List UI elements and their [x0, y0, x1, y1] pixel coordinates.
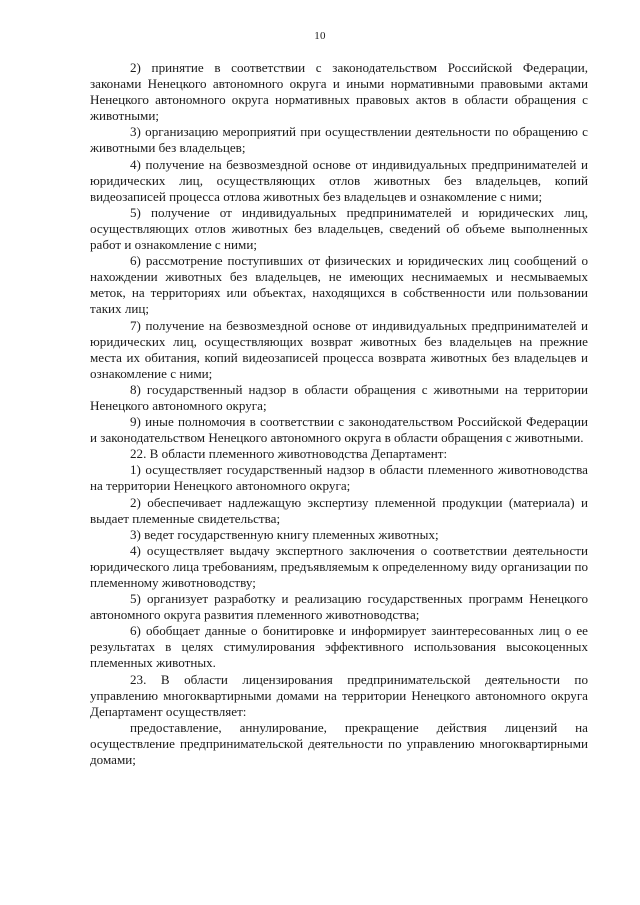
paragraph: 6) обобщает данные о бонитировке и информирует заинтересованных лиц о ее результатах в целях стимулирования эффективного использования высокоценных племенных животных. — [90, 623, 588, 671]
paragraph: 4) получение на безвозмездной основе от индивидуальных предпринимателей и юридических лиц, осуществляющих отлов животных без владельцев, копий видеозаписей процесса отлова животных без владельцев и ознакомление с ними; — [90, 156, 588, 204]
page-number: 10 — [314, 30, 326, 42]
section-heading-23: 23. В области лицензирования предпринимательской деятельности по управлению многоквартирными домами на территории Ненецкого автономного округа Департамент осуществляет: — [90, 671, 588, 719]
paragraph: 3) ведет государственную книгу племенных животных; — [130, 526, 439, 542]
paragraph: 6) рассмотрение поступивших от физических и юридических лиц сообщений о нахождении животных без владельцев, не имеющих неснимаемых и несмываемых меток, на территориях или объектах, находящихся в собственности или пользовании таких лиц; — [90, 253, 588, 317]
paragraph: 4) осуществляет выдачу экспертного заключения о соответствии деятельности юридического лица требованиям, предъявляемым к определенному виду организации по племенному животноводству; — [90, 542, 588, 590]
paragraph: 2) обеспечивает надлежащую экспертизу племенной продукции (материала) и выдает племенные свидетельства; — [90, 494, 588, 526]
paragraph: 3) организацию мероприятий при осуществлении деятельности по обращению с животными без владельцев; — [90, 124, 588, 156]
section-heading-22: 22. В области племенного животноводства Департамент: — [130, 446, 448, 462]
paragraph: 5) получение от индивидуальных предпринимателей и юридических лиц, осуществляющих отлов животных без владельцев, сведений об объеме выполненных работ и ознакомление с ними; — [90, 204, 588, 253]
paragraph: 8) государственный надзор в области обращения с животными на территории Ненецкого автономного округа; — [90, 381, 588, 413]
paragraph: предоставление, аннулирование, прекращение действия лицензий на осуществление предпринимательской деятельности по управлению многоквартирными домами; — [90, 719, 588, 768]
paragraph: 5) организует разработку и реализацию государственных программ Ненецкого автономного округа развития племенного животноводства; — [90, 591, 588, 623]
paragraph: 7) получение на безвозмездной основе от индивидуальных предпринимателей и юридических лиц, осуществляющих возврат животных без владельцев на прежние места их обитания, копий видеозаписей процесса возврата животных без владельцев и ознакомление с ними; — [90, 317, 588, 381]
paragraph: 1) осуществляет государственный надзор в области племенного животноводства на территории Ненецкого автономного округа; — [90, 462, 588, 494]
paragraph: 2) принятие в соответствии с законодательством Российской Федерации, законами Ненецкого автономного округа и иными нормативными правовыми актами Ненецкого автономного округа нормативных правовых актов в области обращения с животными; — [90, 60, 588, 124]
document-body — [90, 60, 588, 768]
paragraph: 9) иные полномочия в соответствии с законодательством Российской Федерации и законодательством Ненецкого автономного округа в области обращения с животными. — [90, 414, 588, 446]
